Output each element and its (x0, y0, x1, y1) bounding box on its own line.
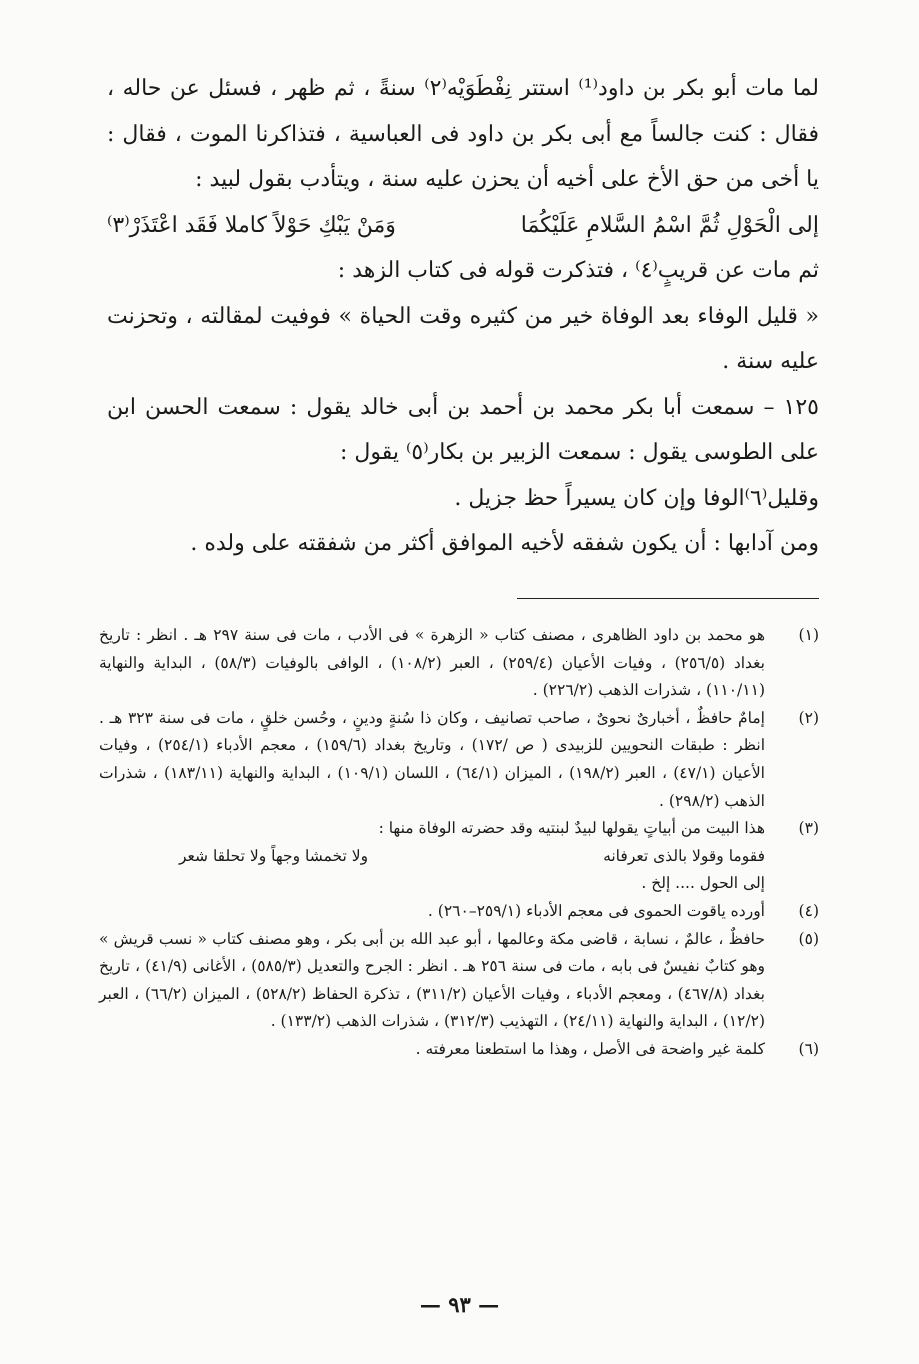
footnote-verse-tail: إلى الحول .... إلخ . (641, 874, 765, 893)
footnote-text: هذا البيت من أبياتٍ يقولها لبيدٌ لبنتيه وقد حضرته الوفاة منها : (378, 819, 765, 838)
footnotes (99, 622, 819, 1064)
page-number: — ٩٣ — (419, 1292, 500, 1317)
footnote-verse-first: فقوما وقولا بالذى تعرفانه (603, 846, 765, 865)
footnote-text: حافظٌ ، عالمٌ ، نسابة ، قاضى مكة وعالمها ، أبو عبد الله بن أبى بكر ، وهو مصنف كتاب « نسب قريش » وهو كتابٌ نفيسٌ فى بابه ، مات فى سنة ٢٥٦ هـ . انظر : الجرح والتعديل (٥٨٥/٣) ، الأغانى (٤١/٩) ، تاريخ بغداد (٤٦٧/٨) ، ومعجم الأدباء ، وفيات الأعيان (٣١١/٢) ، تذكرة الحفاظ (٥٢٨/٢) ، الميزان (٦٦/٢) ، العبر (١٢/٢) ، البداية والنهاية (٢٤/١١) ، التهذيب (٣١٢/٣) ، شذرات الذهب (١٣٣/٢) . (99, 929, 765, 1031)
footnote-number: (٥) (798, 929, 819, 948)
footnote (99, 815, 819, 843)
footnote-verse-second: ولا تخمشا وجهاً ولا تحلقا شعر (179, 846, 369, 865)
paragraph: وقليل⁽٦⁾الوفا وإن كان يسيراً حظ جزيل . (454, 485, 819, 511)
footnote-verse (99, 843, 819, 871)
paragraph: « قليل الوفاء بعد الوفاة خير من كثيره وقت الحياة » فوفيت لمقالته ، وتحزنت عليه سنة . (107, 303, 819, 374)
footnote (99, 926, 819, 1036)
footnote-text: كلمة غير واضحة فى الأصل ، وهذا ما استطعنا معرفته . (415, 1039, 765, 1058)
footnote (99, 705, 819, 815)
footnote-number: (٤) (798, 901, 819, 920)
footnote (99, 898, 819, 926)
verse-second-hemistich: وَمَنْ يَبْكِ حَوْلاً كاملا فَقَد اعْتَذَرْ⁽٣⁾ (107, 212, 396, 238)
main-text (107, 66, 819, 567)
footnote-text: هو محمد بن داود الظاهرى ، مصنف كتاب « الزهرة » فى الأدب ، مات فى سنة ٢٩٧ هـ . انظر : تاريخ بغداد (٢٥٦/٥) ، وفيات الأعيان (٢٥٩/٤) ، العبر (١٠٨/٢) ، الوافى بالوفيات (٥٨/٣) ، البداية والنهاية (١١٠/١١) ، شذرات الذهب (٢٢٦/٢) . (99, 626, 765, 700)
poetry-verse (107, 203, 819, 249)
footnote (99, 622, 819, 705)
footnote-text: إمامٌ حافظٌ ، أخبارىٌ نحوىٌ ، صاحب تصانيف ، وكان ذا سُنةٍ ودينٍ ، وحُسن خلقٍ ، مات فى سنة ٣٢٣ هـ . انظر : طبقات النحويين للزبيدى ( ص /١٧٢) ، وتاريخ بغداد (١٥٩/٦) ، معجم الأدباء (٢٥٤/١) ، وفيات الأعيان (٤٧/١) ، العبر (١٩٨/٢) ، الميزان (٦٤/١) ، اللسان (١٠٩/١) ، البداية والنهاية (١٨٣/١١) ، شذرات الذهب (٢٩٨/٢) . (99, 708, 766, 810)
footnote-number: (١) (798, 626, 819, 644)
footnote-number: (٦) (798, 1039, 819, 1058)
footnote-text: أورده ياقوت الحموى فى معجم الأدباء (٢٥٩/١–٢٦٠) . (427, 901, 765, 920)
verse-first-hemistich: إلى الْحَوْلِ ثُمَّ اسْمُ السَّلامِ عَلَيْكُمَا (520, 212, 819, 238)
footnote-number: (٢) (798, 708, 819, 727)
footnote (99, 1036, 819, 1064)
footnote-number: (٣) (798, 819, 819, 838)
paragraph: ١٢٥ – سمعت أبا بكر محمد بن أحمد بن أبى خالد يقول : سمعت الحسن ابن على الطوسى يقول : سمعت الزبير بن بكار⁽٥⁾ يقول : (107, 394, 819, 465)
paragraph: ثم مات عن قريبٍ⁽٤⁾ ، فتذكرت قوله فى كتاب الزهد : (337, 258, 819, 283)
paragraph: لما مات أبو بكر بن داود⁽¹⁾ استتر نِفْطَوَيْه⁽٢⁾ سنةً ، ثم ظهر ، فسئل عن حاله ، فقال : كنت جالساً مع أبى بكر بن داود فى العباسية ، فتذاكرنا الموت ، فقال : يا أخى من حق الأخ على أخيه أن يحزن عليه سنة ، ويتأدب بقول لبيد : (107, 76, 819, 192)
paragraph: ومن آدابها : أن يكون شفقه لأخيه الموافق أكثر من شفقته على ولده . (190, 531, 819, 556)
footnote-separator (517, 598, 819, 599)
